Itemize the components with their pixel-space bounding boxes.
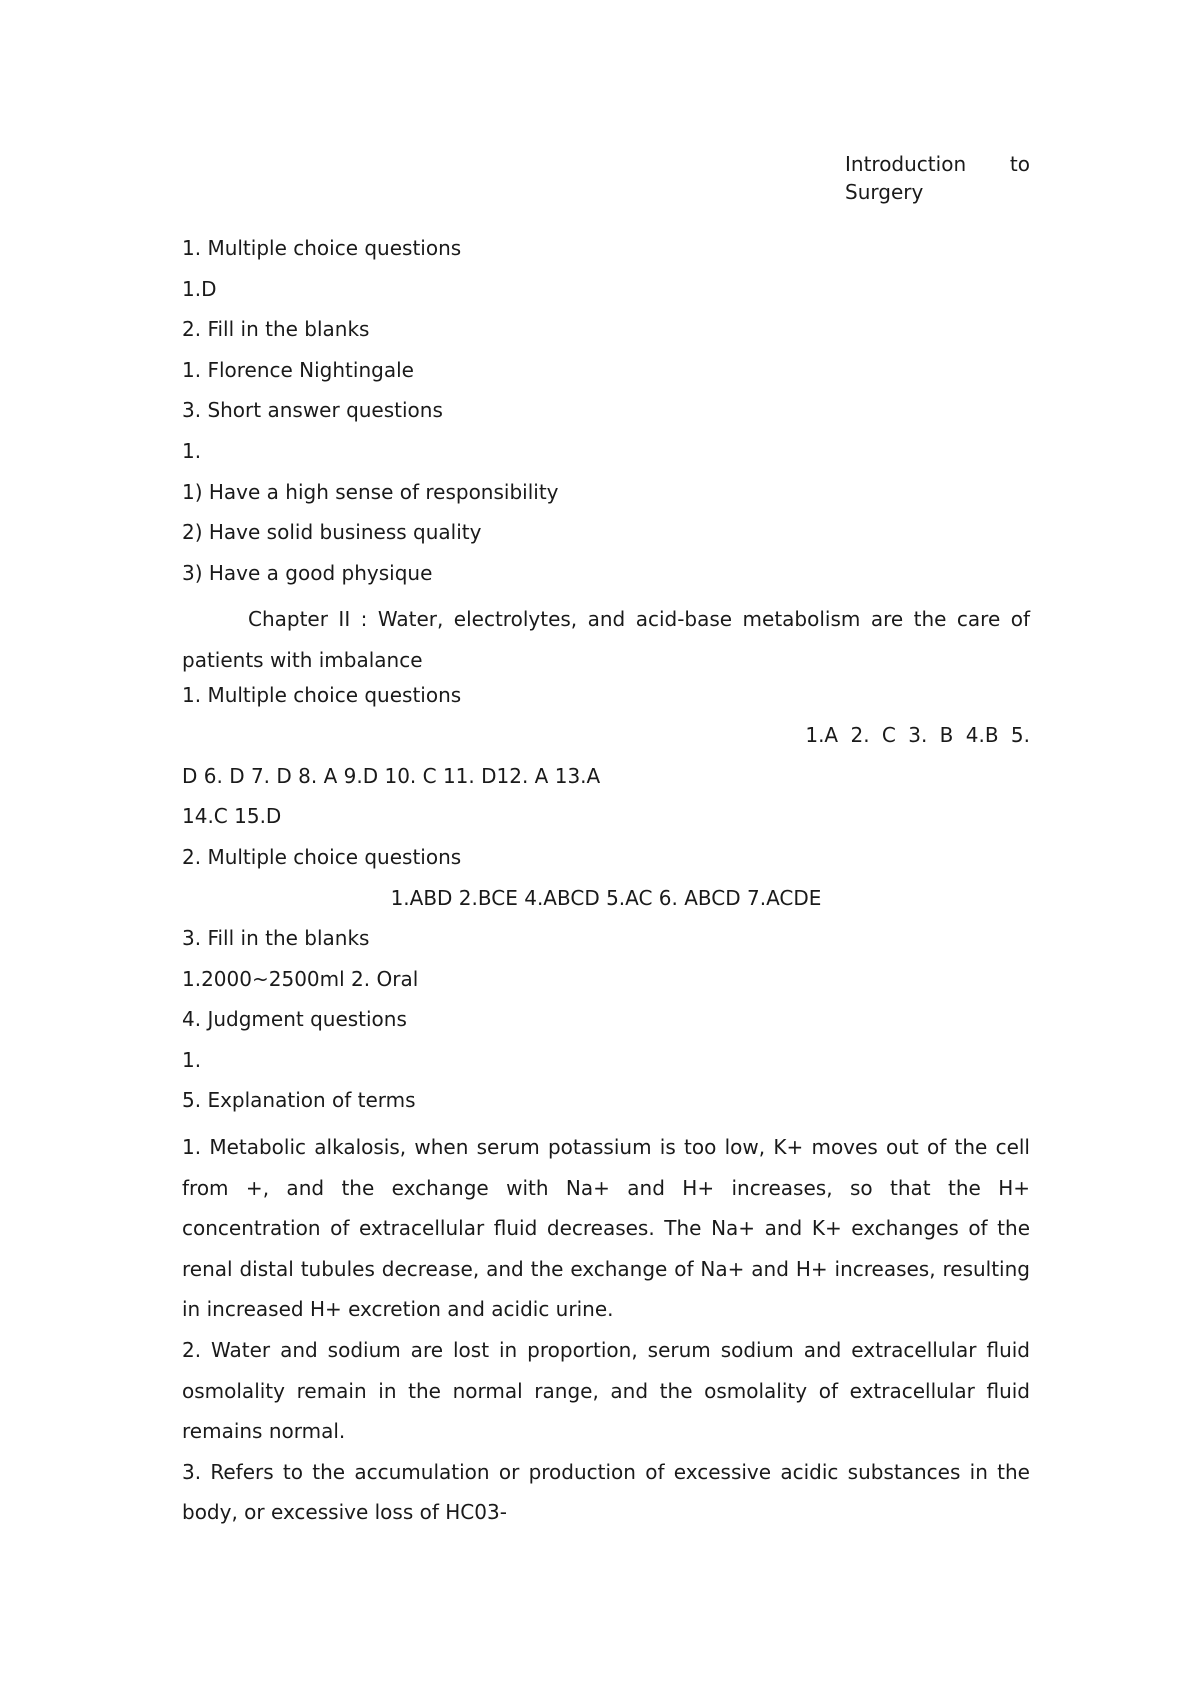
section-heading: 2. Fill in the blanks	[182, 317, 370, 342]
answer-line: 2) Have solid business quality	[182, 520, 482, 545]
chapter-heading: Chapter II : Water, electrolytes, and acid-base metabolism are the care of patients with imbalance	[182, 607, 1030, 672]
section-heading: 4. Judgment questions	[182, 1007, 407, 1032]
section-heading: 3. Short answer questions	[182, 398, 443, 423]
answer-line: 1. Florence Nightingale	[182, 357, 414, 382]
header-word-introduction: Introduction	[845, 152, 967, 176]
header-word-to: to	[1009, 152, 1030, 176]
term-explanation-1: 1. Metabolic alkalosis, when serum potassium is too low, K+ moves out of the cell from +, and the exchange with Na+ and H+ increases, so that the H+ concentration of extracellular fluid decreases. The Na+ and K+ exchanges of the renal distal tubules decrease, and the exchange of Na+ and H+ increases, resulting in increased H+ excretion and acidic urine.	[182, 1135, 1030, 1322]
answer-line: 1.	[182, 1047, 202, 1072]
answer-line: 1.A 2. C 3. B 4.B 5.	[805, 723, 1030, 748]
header-title	[845, 150, 1030, 206]
answer-line: 1) Have a high sense of responsibility	[182, 479, 559, 504]
answer-line: 1.D	[182, 276, 217, 301]
header-title-line-2: Surgery	[845, 180, 924, 204]
answer-line: 1.	[182, 438, 202, 463]
section-heading: 3. Fill in the blanks	[182, 926, 370, 951]
answer-line: 3) Have a good physique	[182, 560, 433, 585]
answer-line: D 6. D 7. D 8. A 9.D 10. C 11. D12. A 13.A	[182, 763, 601, 788]
section-heading: 1. Multiple choice questions	[182, 682, 462, 707]
term-explanation-2: 2. Water and sodium are lost in proportion, serum sodium and extracellular fluid osmolality remain in the normal range, and the osmolality of extracellular fluid remains normal.	[182, 1338, 1030, 1444]
answer-line: 1.2000~2500ml 2. Oral	[182, 966, 419, 991]
document-body	[182, 234, 1030, 1533]
header-title-line-1	[845, 150, 1030, 178]
answer-line: 1.ABD 2.BCE 4.ABCD 5.AC 6. ABCD 7.ACDE	[390, 885, 822, 910]
section-heading: 5. Explanation of terms	[182, 1088, 416, 1113]
answer-line: 14.C 15.D	[182, 804, 282, 829]
term-explanation-3: 3. Refers to the accumulation or production of excessive acidic substances in the body, or excessive loss of HC03-	[182, 1459, 1030, 1525]
section-heading: 2. Multiple choice questions	[182, 844, 462, 869]
section-heading: 1. Multiple choice questions	[182, 236, 462, 260]
